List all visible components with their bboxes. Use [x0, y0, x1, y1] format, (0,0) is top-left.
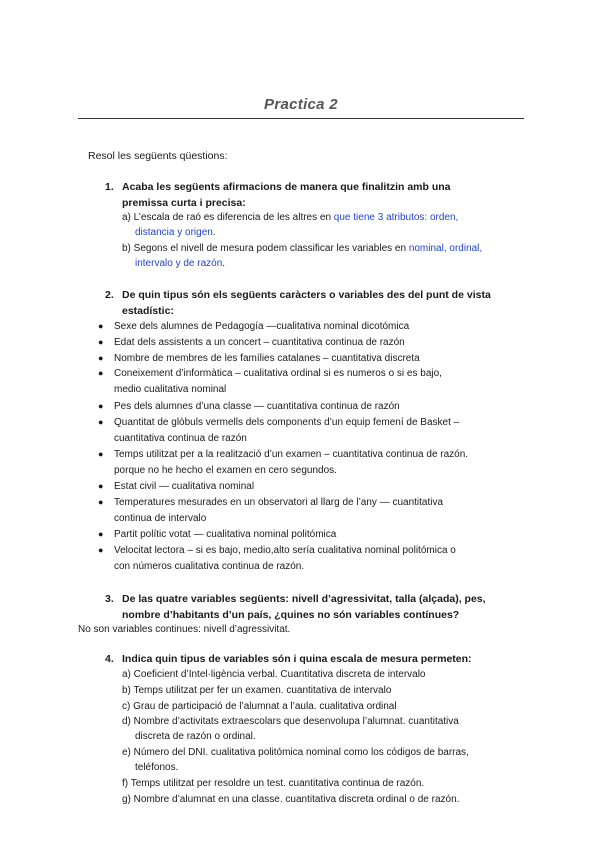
question-4-line1: Indica quin tipus de variables són i quina escala de mesura permeten:: [122, 653, 472, 665]
bullet-icon: ●: [98, 449, 104, 459]
bullet-icon: ●: [98, 497, 104, 507]
item-a-prefix: a) L’escala de raó es diferencia de les altres en: [122, 212, 334, 223]
bullet-text-cont: cuantitativa continua de razón: [114, 432, 247, 444]
bullet-text-cont: con números cualitativa continua de razón.: [114, 560, 305, 572]
item-text: b) Temps utilitzat per fer un examen. cuantitativa de intervalo: [122, 685, 392, 696]
question-4-item-f: [122, 776, 522, 791]
bullet-icon: ●: [98, 321, 104, 331]
item-text: d) Nombre d’activitats extraescolars que desenvolupa l’alumnat. cuantitativa: [122, 716, 459, 727]
item-text: f) Temps utilitzat per resoldre un test. cuantitativa continua de razón.: [122, 778, 425, 789]
bullet-text: Coneixement d’informàtica – cualitativa ordinal si es numeros o si es bajo,: [114, 368, 442, 379]
bullet-text: Velocitat lectora – si es bajo, medio,alto sería cualitativa nominal politómica o: [114, 545, 456, 556]
item-b-answer-part1: nominal, ordinal,: [408, 243, 483, 254]
item-text: c) Grau de participació de l’alumnat a l’aula. cualitativa ordinal: [122, 701, 397, 712]
question-4-item-e: [122, 745, 532, 775]
question-3-line2: nombre d’habitants d’un país, ¿quines no són variables contínues?: [122, 609, 460, 621]
bullet-text: Nombre de membres de les famílies catalanes – cuantitativa discreta: [114, 353, 420, 364]
bullet-icon: ●: [98, 353, 104, 363]
intro-text: Resol les següents qüestions:: [88, 150, 228, 162]
question-1-line2: premissa curta i precisa:: [122, 197, 246, 209]
bullet-text: Partit polític votat — cualitativa nominal politómica: [114, 529, 337, 540]
bullet-text-cont: continua de intervalo: [114, 512, 207, 524]
item-text-cont: teléfonos.: [135, 762, 179, 773]
item-text: a) Coeficient d’Intel·ligència verbal. Cuantitativa discreta de intervalo: [122, 669, 426, 680]
question-2-number: 2.: [105, 289, 114, 301]
question-4-item-g: [122, 792, 522, 807]
bullet-text: Edat dels assistents a un concert – cuantitativa continua de razón: [114, 337, 405, 348]
question-3-answer: No son variables continues: nivell d’agressivitat.: [78, 624, 291, 635]
question-4-number: 4.: [105, 653, 114, 665]
item-text: e) Número del DNI. cualitativa politómica nominal como los códigos de barras,: [122, 747, 469, 758]
bullet-icon: ●: [98, 545, 104, 555]
question-2-line1: De quin tipus són els següents caràcters o variables des del punt de vista: [122, 289, 491, 301]
item-text-cont: discreta de razón o ordinal.: [135, 731, 256, 742]
question-4-item-d: [122, 714, 522, 744]
question-1-item-b: [122, 241, 532, 271]
bullet-text-cont: porque no he hecho el examen en cero segundos.: [114, 464, 337, 476]
bullet-text: Temperatures mesurades en un observatori al llarg de l’any — cuantitativa: [114, 497, 444, 508]
item-b-prefix: b) Segons el nivell de mesura podem classificar les variables en: [122, 243, 409, 254]
question-4-item-b: [122, 683, 522, 698]
question-3-line1: De las quatre variables següents: nivell d’agressivitat, talla (alçada), pes,: [122, 593, 486, 605]
title-underline: [78, 118, 524, 119]
bullet-text: Pes dels alumnes d’una classe — cuantitativa continua de razón: [114, 401, 400, 412]
bullet-text: Temps utilitzat per a la realització d’un examen – cuantitativa continua de razón.: [114, 449, 469, 460]
bullet-text: Sexe dels alumnes de Pedagogía —cualitativa nominal dicotómica: [114, 321, 410, 332]
item-b-answer-part2: intervalo y de razón: [135, 258, 223, 269]
bullet-icon: ●: [98, 368, 104, 378]
question-1-line1: Acaba les següents afirmacions de manera que finalitzin amb una: [122, 181, 451, 193]
question-2-line2: estadístic:: [122, 305, 174, 317]
question-3-number: 3.: [105, 593, 114, 605]
bullet-icon: ●: [98, 481, 104, 491]
bullet-text-cont: medio cualitativa nominal: [114, 383, 227, 395]
question-4-item-a: [122, 667, 522, 682]
item-a-end: .: [212, 227, 216, 238]
question-1-number: 1.: [105, 181, 114, 193]
item-a-answer-part2: distancia y origen: [135, 227, 213, 238]
question-1-item-a: [122, 210, 522, 240]
bullet-icon: ●: [98, 529, 104, 539]
item-b-end: .: [222, 258, 226, 269]
bullet-icon: ●: [98, 337, 104, 347]
bullet-text: Quantitat de glòbuls vermells dels components d’un equip femení de Basket –: [114, 417, 460, 428]
question-4-item-c: [122, 699, 522, 714]
bullet-icon: ●: [98, 417, 104, 427]
bullet-icon: ●: [98, 401, 104, 411]
item-text: g) Nombre d’alumnat en una classe. cuantitativa discreta ordinal o de razón.: [122, 794, 460, 805]
page-title: Practica 2: [264, 96, 338, 113]
bullet-text: Estat civil — cualitativa nominal: [114, 481, 255, 492]
item-a-answer-part1: que tiene 3 atributos: orden,: [333, 212, 459, 223]
